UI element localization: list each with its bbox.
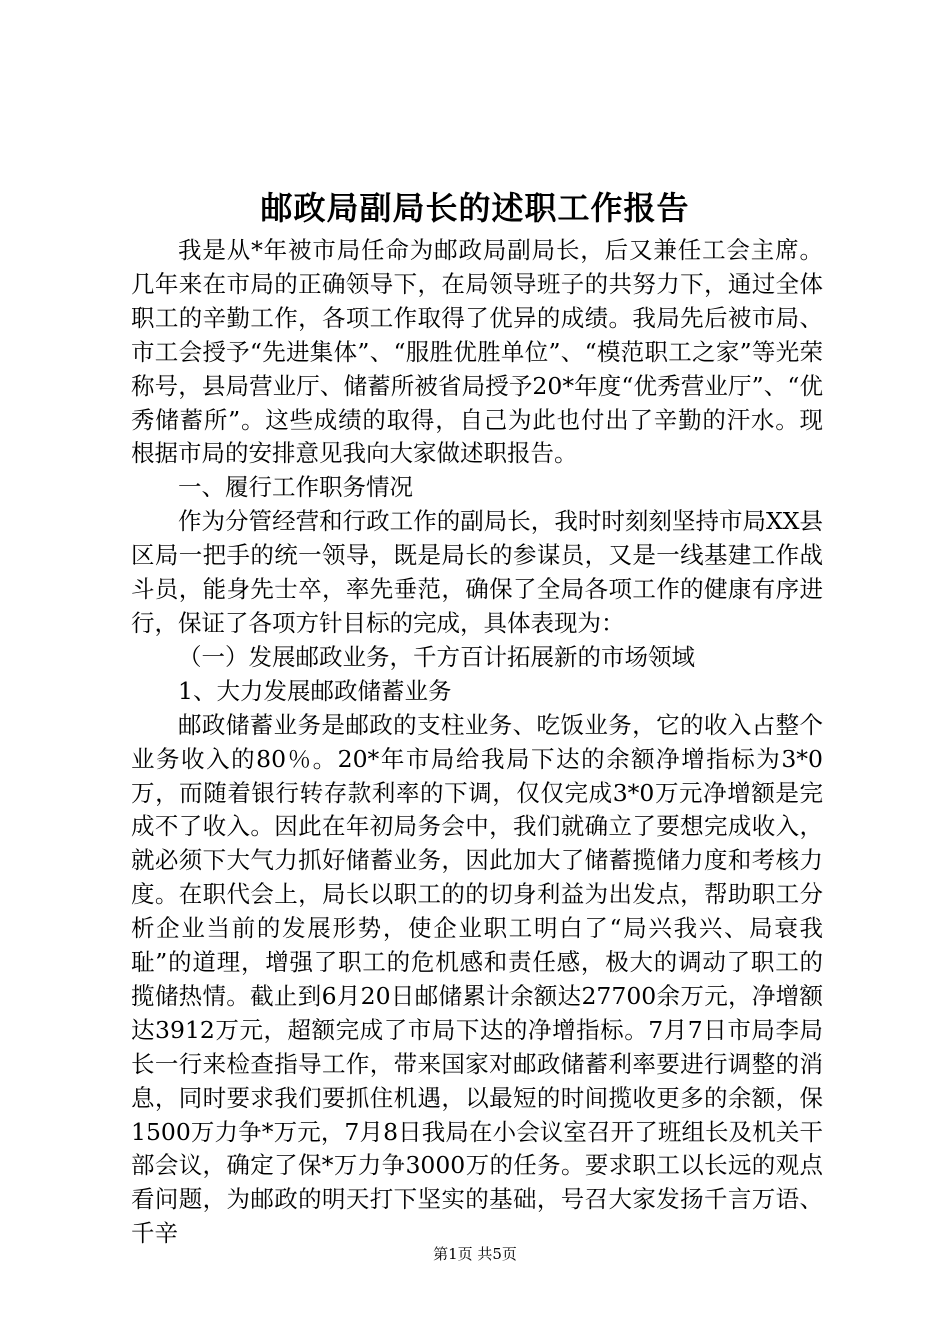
document-title: 邮政局副局长的述职工作报告 xyxy=(260,189,690,227)
item-heading-1: 1、大力发展邮政储蓄业务 xyxy=(178,676,452,705)
paragraph-intro: 我是从*年被市局任命为邮政局副局长，后又兼任工会主席。几年来在市局的正确领导下，在局领导班子的共努力下，通过全体职工的辛勤工作，各项工作取得了优异的成绩。我局先后被市局、市工会授予“先进集体”、“服胜优胜单位”、“模范职工之家”等光荣称号，县局营业厅、储蓄所被省局授予20*年度“优秀营业厅”、“优秀储蓄所”。这些成绩的取得，自己为此也付出了辛勤的汗水。现根据市局的安排意见我向大家做述职报告。 xyxy=(131,236,823,468)
section-heading-1: 一、履行工作职务情况 xyxy=(178,473,413,502)
paragraph-savings: 邮政储蓄业务是邮政的支柱业务、吃饭业务，它的收入占整个业务收入的80％。20*年市局给我局下达的余额净增指标为3*0万，而随着银行转存款利率的下调，仅仅完成3*0万元净增额是完成不了收入。因此在年初局务会中，我们就确立了要想完成收入，就必须下大气力抓好储蓄业务，因此加大了储蓄揽储力度和考核力度。在职代会上，局长以职工的的切身利益为出发点，帮助职工分析企业当前的发展形势，使企业职工明白了“局兴我兴、局衰我耻”的道理，增强了职工的危机感和责任感，极大的调动了职工的揽储热情。截止到6月20日邮储累计余额达27700余万元，净增额达3912万元，超额完成了市局下达的净增指标。7月7日市局李局长一行来检查指导工作，带来国家对邮政储蓄利率要进行调整的消息，同时要求我们要抓住机遇，以最短的时间揽收更多的余额，保1500万力争*万元，7月8日我局在小会议室召开了班组长及机关干部会议，确定了保*万力争3000万的任务。要求职工以长远的观点看问题，为邮政的明天打下坚实的基础，号召大家发扬千言万语、千辛 xyxy=(131,710,823,1248)
document-body xyxy=(131,234,823,1251)
subsection-heading-1: （一）发展邮政业务，千方百计拓展新的市场领域 xyxy=(178,642,695,671)
paragraph-duties: 作为分管经营和行政工作的副局长，我时时刻刻坚持市局XX县区局一把手的统一领导，既是局长的参谋员，又是一线基建工作战斗员，能身先士卒，率先垂范，确保了全局各项工作的健康有序进行，保证了各项方针目标的完成，具体表现为： xyxy=(131,507,823,637)
page-footer: 第1页 共5页 xyxy=(433,1245,517,1263)
